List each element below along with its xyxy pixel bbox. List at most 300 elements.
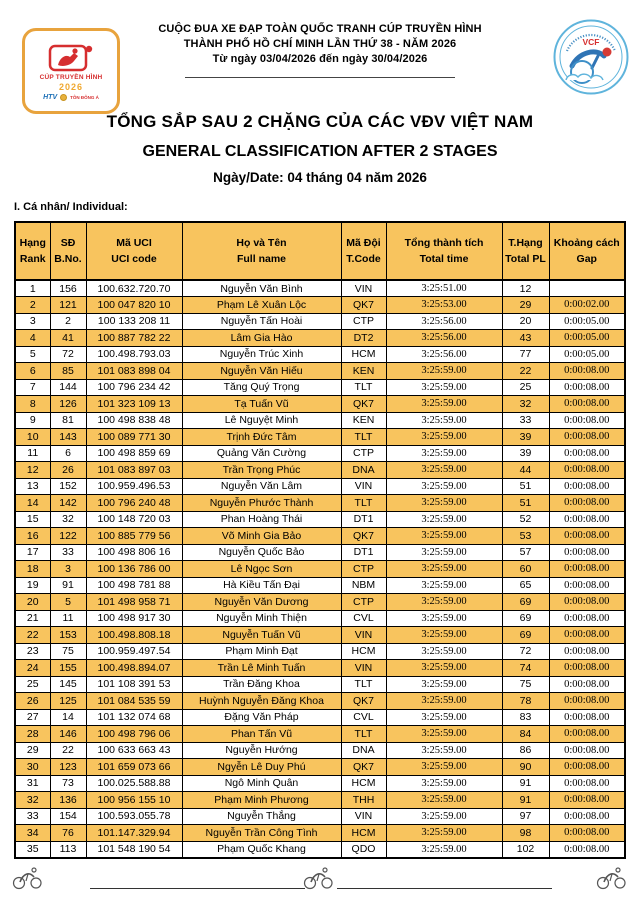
cell-full-name: Phạm Minh Phương bbox=[182, 792, 341, 809]
table-row bbox=[15, 627, 625, 644]
cell-total-pl: 52 bbox=[502, 511, 549, 528]
cell-uci-code: 100 148 720 03 bbox=[86, 511, 182, 528]
col-time-vi: Tổng thành tích bbox=[404, 236, 484, 249]
cell-rank: 33 bbox=[15, 808, 50, 825]
cell-full-name: Nguyễn Văn Dương bbox=[182, 594, 341, 611]
table-row bbox=[15, 792, 625, 809]
cell-bib: 6 bbox=[50, 445, 86, 462]
cell-total-time: 3:25:56.00 bbox=[386, 313, 502, 330]
cell-gap: 0:00:08.00 bbox=[549, 594, 625, 611]
col-rank-vi: Hạng bbox=[19, 236, 46, 249]
cell-total-time: 3:25:59.00 bbox=[386, 660, 502, 677]
cell-gap: 0:00:08.00 bbox=[549, 775, 625, 792]
cell-gap: 0:00:08.00 bbox=[549, 792, 625, 809]
cell-uci-code: 100 498 796 06 bbox=[86, 726, 182, 743]
cell-total-pl: 51 bbox=[502, 478, 549, 495]
cell-full-name: Nguyễn Văn Hiếu bbox=[182, 363, 341, 380]
sponsor-dot-icon bbox=[60, 94, 67, 101]
cup-truyen-hinh-logo bbox=[22, 28, 120, 114]
cell-total-pl: 74 bbox=[502, 660, 549, 677]
cell-total-time: 3:25:59.00 bbox=[386, 808, 502, 825]
cell-uci-code: 101.147.329.94 bbox=[86, 825, 182, 842]
cell-bib: 32 bbox=[50, 511, 86, 528]
cell-uci-code: 100 089 771 30 bbox=[86, 429, 182, 446]
cell-total-pl: 43 bbox=[502, 330, 549, 347]
cell-total-time: 3:25:59.00 bbox=[386, 841, 502, 858]
cell-team-code: DT2 bbox=[341, 330, 386, 347]
cell-rank: 26 bbox=[15, 693, 50, 710]
table-row bbox=[15, 561, 625, 578]
cell-gap: 0:00:08.00 bbox=[549, 726, 625, 743]
cell-full-name: Phan Tấn Vũ bbox=[182, 726, 341, 743]
cell-total-time: 3:25:53.00 bbox=[386, 297, 502, 314]
cell-uci-code: 100.632.720.70 bbox=[86, 280, 182, 297]
cell-bib: 123 bbox=[50, 759, 86, 776]
cell-total-time: 3:25:59.00 bbox=[386, 561, 502, 578]
col-bib-vi: SĐ bbox=[60, 236, 76, 249]
table-row bbox=[15, 544, 625, 561]
cell-total-pl: 22 bbox=[502, 363, 549, 380]
table-row bbox=[15, 528, 625, 545]
cell-bib: 11 bbox=[50, 610, 86, 627]
cell-rank: 13 bbox=[15, 478, 50, 495]
cell-total-pl: 60 bbox=[502, 561, 549, 578]
cell-total-pl: 69 bbox=[502, 594, 549, 611]
table-row bbox=[15, 726, 625, 743]
cell-total-time: 3:25:59.00 bbox=[386, 396, 502, 413]
cell-total-pl: 51 bbox=[502, 495, 549, 512]
cell-bib: 152 bbox=[50, 478, 86, 495]
cell-total-time: 3:25:59.00 bbox=[386, 577, 502, 594]
header-divider-line bbox=[185, 77, 455, 78]
cyclist-icon bbox=[596, 864, 626, 890]
table-row bbox=[15, 759, 625, 776]
col-header-uci bbox=[86, 222, 182, 280]
title-block bbox=[0, 112, 640, 185]
cell-uci-code: 101 132 074 68 bbox=[86, 709, 182, 726]
cell-bib: 145 bbox=[50, 676, 86, 693]
cell-uci-code: 100 498 917 30 bbox=[86, 610, 182, 627]
cell-total-pl: 90 bbox=[502, 759, 549, 776]
cell-gap: 0:00:08.00 bbox=[549, 693, 625, 710]
cell-gap: 0:00:08.00 bbox=[549, 709, 625, 726]
cell-team-code: DNA bbox=[341, 742, 386, 759]
cell-rank: 7 bbox=[15, 379, 50, 396]
cell-full-name: Ngyễn Lê Duy Phú bbox=[182, 759, 341, 776]
cell-rank: 19 bbox=[15, 577, 50, 594]
cell-gap: 0:00:08.00 bbox=[549, 412, 625, 429]
cell-bib: 41 bbox=[50, 330, 86, 347]
table-row bbox=[15, 775, 625, 792]
title-english: GENERAL CLASSIFICATION AFTER 2 STAGES bbox=[142, 143, 498, 160]
cell-rank: 6 bbox=[15, 363, 50, 380]
cell-gap: 0:00:08.00 bbox=[549, 445, 625, 462]
cell-gap: 0:00:08.00 bbox=[549, 825, 625, 842]
cell-total-pl: 33 bbox=[502, 412, 549, 429]
cell-full-name: Võ Minh Gia Bảo bbox=[182, 528, 341, 545]
cell-gap: 0:00:08.00 bbox=[549, 627, 625, 644]
cell-total-pl: 83 bbox=[502, 709, 549, 726]
cell-uci-code: 100.959.496.53 bbox=[86, 478, 182, 495]
cell-uci-code: 100.498.894.07 bbox=[86, 660, 182, 677]
cell-total-pl: 86 bbox=[502, 742, 549, 759]
cell-bib: 154 bbox=[50, 808, 86, 825]
cell-full-name: Lâm Gia Hào bbox=[182, 330, 341, 347]
cell-team-code: THH bbox=[341, 792, 386, 809]
cell-rank: 21 bbox=[15, 610, 50, 627]
cell-rank: 12 bbox=[15, 462, 50, 479]
cell-team-code: HCM bbox=[341, 346, 386, 363]
cell-team-code: QK7 bbox=[341, 693, 386, 710]
cell-bib: 121 bbox=[50, 297, 86, 314]
cell-total-pl: 98 bbox=[502, 825, 549, 842]
cell-total-pl: 69 bbox=[502, 627, 549, 644]
cell-total-time: 3:25:59.00 bbox=[386, 594, 502, 611]
col-name-en: Full name bbox=[236, 253, 286, 265]
section-label-individual: I. Cá nhân/ Individual: bbox=[14, 201, 128, 213]
cell-uci-code: 101 548 190 54 bbox=[86, 841, 182, 858]
col-header-total-pl bbox=[502, 222, 549, 280]
cell-total-pl: 12 bbox=[502, 280, 549, 297]
cell-rank: 14 bbox=[15, 495, 50, 512]
table-row bbox=[15, 396, 625, 413]
cell-total-time: 3:25:59.00 bbox=[386, 775, 502, 792]
cell-team-code: TLT bbox=[341, 429, 386, 446]
cell-full-name: Trần Lê Minh Tuấn bbox=[182, 660, 341, 677]
cell-total-time: 3:25:59.00 bbox=[386, 379, 502, 396]
cell-bib: 143 bbox=[50, 429, 86, 446]
cell-uci-code: 100 498 781 88 bbox=[86, 577, 182, 594]
cell-full-name: Trần Đăng Khoa bbox=[182, 676, 341, 693]
cell-team-code: VIN bbox=[341, 280, 386, 297]
cell-rank: 5 bbox=[15, 346, 50, 363]
cell-total-pl: 32 bbox=[502, 396, 549, 413]
cell-bib: 153 bbox=[50, 627, 86, 644]
table-row bbox=[15, 594, 625, 611]
cell-rank: 20 bbox=[15, 594, 50, 611]
cell-total-time: 3:25:59.00 bbox=[386, 627, 502, 644]
cell-total-pl: 75 bbox=[502, 676, 549, 693]
cell-bib: 126 bbox=[50, 396, 86, 413]
cell-uci-code: 100.498.808.18 bbox=[86, 627, 182, 644]
tv-cyclist-icon bbox=[48, 43, 94, 73]
cell-team-code: TLT bbox=[341, 379, 386, 396]
cell-full-name: Huỳnh Nguyễn Đăng Khoa bbox=[182, 693, 341, 710]
cell-bib: 22 bbox=[50, 742, 86, 759]
cell-gap: 0:00:08.00 bbox=[549, 742, 625, 759]
cell-team-code: DT1 bbox=[341, 544, 386, 561]
cell-team-code: KEN bbox=[341, 412, 386, 429]
cell-total-time: 3:25:59.00 bbox=[386, 412, 502, 429]
table-row bbox=[15, 363, 625, 380]
cell-gap: 0:00:08.00 bbox=[549, 577, 625, 594]
col-header-rank bbox=[15, 222, 50, 280]
col-header-gap bbox=[549, 222, 625, 280]
cell-total-pl: 39 bbox=[502, 445, 549, 462]
cell-bib: 72 bbox=[50, 346, 86, 363]
cell-bib: 73 bbox=[50, 775, 86, 792]
cell-bib: 122 bbox=[50, 528, 86, 545]
cell-total-pl: 78 bbox=[502, 693, 549, 710]
cell-rank: 4 bbox=[15, 330, 50, 347]
cell-bib: 76 bbox=[50, 825, 86, 842]
cell-total-time: 3:25:59.00 bbox=[386, 759, 502, 776]
cell-team-code: CTP bbox=[341, 561, 386, 578]
cell-total-time: 3:25:51.00 bbox=[386, 280, 502, 297]
cell-gap: 0:00:08.00 bbox=[549, 511, 625, 528]
cell-rank: 10 bbox=[15, 429, 50, 446]
cell-bib: 144 bbox=[50, 379, 86, 396]
cell-full-name: Nguyễn Quốc Bảo bbox=[182, 544, 341, 561]
cell-gap bbox=[549, 280, 625, 297]
cell-team-code: DNA bbox=[341, 462, 386, 479]
cell-full-name: Trần Trọng Phúc bbox=[182, 462, 341, 479]
cell-uci-code: 101 108 391 53 bbox=[86, 676, 182, 693]
cell-bib: 81 bbox=[50, 412, 86, 429]
cell-total-pl: 69 bbox=[502, 610, 549, 627]
cell-team-code: QK7 bbox=[341, 528, 386, 545]
cell-uci-code: 100 133 208 11 bbox=[86, 313, 182, 330]
table-row bbox=[15, 495, 625, 512]
cell-bib: 113 bbox=[50, 841, 86, 858]
cell-full-name: Nguyễn Phước Thành bbox=[182, 495, 341, 512]
cell-rank: 18 bbox=[15, 561, 50, 578]
cell-rank: 30 bbox=[15, 759, 50, 776]
cell-rank: 28 bbox=[15, 726, 50, 743]
cell-gap: 0:00:08.00 bbox=[549, 478, 625, 495]
cell-total-time: 3:25:59.00 bbox=[386, 693, 502, 710]
col-bib-en: B.No. bbox=[54, 253, 82, 265]
cell-total-time: 3:25:59.00 bbox=[386, 544, 502, 561]
cell-team-code: CTP bbox=[341, 445, 386, 462]
table-row bbox=[15, 610, 625, 627]
cell-gap: 0:00:08.00 bbox=[549, 808, 625, 825]
cell-uci-code: 101 083 898 04 bbox=[86, 363, 182, 380]
cell-team-code: VIN bbox=[341, 478, 386, 495]
cell-rank: 11 bbox=[15, 445, 50, 462]
table-body bbox=[15, 280, 625, 858]
col-header-bib bbox=[50, 222, 86, 280]
table-row bbox=[15, 478, 625, 495]
table-row bbox=[15, 462, 625, 479]
table-row bbox=[15, 808, 625, 825]
cell-bib: 14 bbox=[50, 709, 86, 726]
vcf-federation-logo bbox=[552, 18, 630, 96]
col-pl-vi: T.Hạng bbox=[508, 236, 543, 249]
cell-uci-code: 100 796 234 42 bbox=[86, 379, 182, 396]
cell-team-code: QK7 bbox=[341, 396, 386, 413]
cyclist-icon bbox=[12, 864, 42, 890]
cell-uci-code: 100.025.588.88 bbox=[86, 775, 182, 792]
cell-full-name: Nguyễn Hướng bbox=[182, 742, 341, 759]
cell-team-code: TLT bbox=[341, 726, 386, 743]
cell-uci-code: 100 887 782 22 bbox=[86, 330, 182, 347]
col-pl-en: Total PL bbox=[505, 253, 546, 265]
cell-uci-code: 100 885 779 56 bbox=[86, 528, 182, 545]
cup-logo-title: CÚP TRUYỀN HÌNH bbox=[39, 74, 103, 81]
cell-total-pl: 25 bbox=[502, 379, 549, 396]
cell-gap: 0:00:08.00 bbox=[549, 610, 625, 627]
cell-rank: 25 bbox=[15, 676, 50, 693]
cell-gap: 0:00:08.00 bbox=[549, 643, 625, 660]
cell-full-name: Quảng Văn Cường bbox=[182, 445, 341, 462]
cell-total-pl: 53 bbox=[502, 528, 549, 545]
cell-rank: 9 bbox=[15, 412, 50, 429]
table-row bbox=[15, 297, 625, 314]
table-row bbox=[15, 346, 625, 363]
cell-total-time: 3:25:56.00 bbox=[386, 330, 502, 347]
col-header-time bbox=[386, 222, 502, 280]
col-name-vi: Họ và Tên bbox=[236, 236, 287, 249]
cell-gap: 0:00:08.00 bbox=[549, 363, 625, 380]
cell-full-name: Nguyễn Văn Lâm bbox=[182, 478, 341, 495]
event-name-line2: THÀNH PHỐ HỒ CHÍ MINH LẦN THỨ 38 - NĂM 2026 bbox=[183, 38, 457, 50]
cell-uci-code: 100.498.793.03 bbox=[86, 346, 182, 363]
cell-team-code: QK7 bbox=[341, 297, 386, 314]
cell-bib: 3 bbox=[50, 561, 86, 578]
col-header-team bbox=[341, 222, 386, 280]
cell-rank: 8 bbox=[15, 396, 50, 413]
signature-line-left bbox=[90, 888, 305, 889]
table-row bbox=[15, 429, 625, 446]
cell-total-time: 3:25:59.00 bbox=[386, 363, 502, 380]
cell-gap: 0:00:08.00 bbox=[549, 396, 625, 413]
cell-team-code: TLT bbox=[341, 676, 386, 693]
table-row bbox=[15, 445, 625, 462]
event-name-line1: CUỘC ĐUA XE ĐẠP TOÀN QUỐC TRANH CÚP TRUYỀN HÌNH bbox=[158, 23, 482, 35]
event-dates-line: Từ ngày 03/04/2026 đến ngày 30/04/2026 bbox=[212, 53, 428, 65]
cell-uci-code: 100.593.055.78 bbox=[86, 808, 182, 825]
cup-logo-sponsors bbox=[43, 94, 99, 101]
cell-full-name: Nguyễn Trần Công Tình bbox=[182, 825, 341, 842]
col-gap-en: Gap bbox=[576, 253, 597, 265]
cell-bib: 91 bbox=[50, 577, 86, 594]
table-row bbox=[15, 709, 625, 726]
cell-team-code: TLT bbox=[341, 495, 386, 512]
cell-bib: 85 bbox=[50, 363, 86, 380]
cell-gap: 0:00:08.00 bbox=[549, 379, 625, 396]
table-row bbox=[15, 280, 625, 297]
cell-rank: 24 bbox=[15, 660, 50, 677]
col-uci-en: UCI code bbox=[111, 253, 157, 265]
cell-total-time: 3:25:59.00 bbox=[386, 495, 502, 512]
cell-rank: 2 bbox=[15, 297, 50, 314]
cell-full-name: Đặng Văn Pháp bbox=[182, 709, 341, 726]
cell-total-time: 3:25:59.00 bbox=[386, 511, 502, 528]
cell-bib: 146 bbox=[50, 726, 86, 743]
cell-uci-code: 101 659 073 66 bbox=[86, 759, 182, 776]
title-vietnamese: TỔNG SẮP SAU 2 CHẶNG CỦA CÁC VĐV VIỆT NAM bbox=[106, 112, 534, 131]
cell-full-name: Tạ Tuấn Vũ bbox=[182, 396, 341, 413]
cell-uci-code: 100 498 806 16 bbox=[86, 544, 182, 561]
cell-team-code: CTP bbox=[341, 313, 386, 330]
table-row bbox=[15, 379, 625, 396]
cell-total-pl: 29 bbox=[502, 297, 549, 314]
cell-rank: 23 bbox=[15, 643, 50, 660]
cell-team-code: NBM bbox=[341, 577, 386, 594]
table-row bbox=[15, 313, 625, 330]
cell-rank: 34 bbox=[15, 825, 50, 842]
cell-total-time: 3:25:59.00 bbox=[386, 429, 502, 446]
cell-total-time: 3:25:59.00 bbox=[386, 643, 502, 660]
col-header-name bbox=[182, 222, 341, 280]
vcf-cyclist-icon bbox=[552, 18, 630, 96]
cell-bib: 75 bbox=[50, 643, 86, 660]
table-row bbox=[15, 577, 625, 594]
cell-gap: 0:00:08.00 bbox=[549, 561, 625, 578]
cell-total-pl: 84 bbox=[502, 726, 549, 743]
cell-gap: 0:00:05.00 bbox=[549, 330, 625, 347]
cell-full-name: Nguyễn Minh Thiện bbox=[182, 610, 341, 627]
cell-rank: 17 bbox=[15, 544, 50, 561]
cell-gap: 0:00:02.00 bbox=[549, 297, 625, 314]
cell-bib: 142 bbox=[50, 495, 86, 512]
cell-gap: 0:00:08.00 bbox=[549, 759, 625, 776]
cell-total-time: 3:25:59.00 bbox=[386, 462, 502, 479]
cell-uci-code: 100 136 786 00 bbox=[86, 561, 182, 578]
cell-gap: 0:00:08.00 bbox=[549, 676, 625, 693]
cell-rank: 15 bbox=[15, 511, 50, 528]
table-row bbox=[15, 742, 625, 759]
cell-total-time: 3:25:59.00 bbox=[386, 528, 502, 545]
cell-team-code: HCM bbox=[341, 775, 386, 792]
cell-full-name: Lê Ngọc Sơn bbox=[182, 561, 341, 578]
cell-full-name: Phan Hoàng Thái bbox=[182, 511, 341, 528]
cell-total-pl: 91 bbox=[502, 775, 549, 792]
cell-full-name: Lê Nguyệt Minh bbox=[182, 412, 341, 429]
cell-bib: 156 bbox=[50, 280, 86, 297]
cell-bib: 2 bbox=[50, 313, 86, 330]
table-row bbox=[15, 643, 625, 660]
cell-full-name: Nguyễn Tấn Hoài bbox=[182, 313, 341, 330]
cyclist-icon bbox=[303, 864, 333, 890]
cell-total-time: 3:25:59.00 bbox=[386, 825, 502, 842]
cell-total-pl: 20 bbox=[502, 313, 549, 330]
cell-full-name: Ngô Minh Quân bbox=[182, 775, 341, 792]
cell-full-name: Phạm Lê Xuân Lộc bbox=[182, 297, 341, 314]
cell-gap: 0:00:08.00 bbox=[549, 544, 625, 561]
cell-uci-code: 101 498 958 71 bbox=[86, 594, 182, 611]
cell-full-name: Nguyễn Trúc Xinh bbox=[182, 346, 341, 363]
title-date: Ngày/Date: 04 tháng 04 năm 2026 bbox=[213, 170, 427, 185]
cell-team-code: VIN bbox=[341, 660, 386, 677]
cell-total-pl: 44 bbox=[502, 462, 549, 479]
cell-total-pl: 97 bbox=[502, 808, 549, 825]
cell-total-time: 3:25:59.00 bbox=[386, 742, 502, 759]
htv-logo: HTV bbox=[43, 94, 58, 101]
cell-gap: 0:00:08.00 bbox=[549, 462, 625, 479]
cell-gap: 0:00:08.00 bbox=[549, 660, 625, 677]
col-team-en: T.Code bbox=[346, 253, 381, 265]
table-row bbox=[15, 412, 625, 429]
cell-uci-code: 101 323 109 13 bbox=[86, 396, 182, 413]
document-footer bbox=[0, 862, 640, 902]
vcf-text: VCF bbox=[582, 37, 600, 47]
cell-full-name: Phạm Minh Đạt bbox=[182, 643, 341, 660]
cell-total-time: 3:25:59.00 bbox=[386, 445, 502, 462]
cell-total-time: 3:25:59.00 bbox=[386, 676, 502, 693]
col-team-vi: Mã Đội bbox=[346, 236, 381, 249]
cell-uci-code: 100 956 155 10 bbox=[86, 792, 182, 809]
table-row bbox=[15, 825, 625, 842]
cell-team-code: DT1 bbox=[341, 511, 386, 528]
cell-rank: 1 bbox=[15, 280, 50, 297]
cell-gap: 0:00:08.00 bbox=[549, 429, 625, 446]
cup-logo-year: 2026 bbox=[58, 82, 84, 92]
col-uci-vi: Mã UCI bbox=[116, 236, 152, 249]
cell-team-code: KEN bbox=[341, 363, 386, 380]
cell-total-time: 3:25:56.00 bbox=[386, 346, 502, 363]
